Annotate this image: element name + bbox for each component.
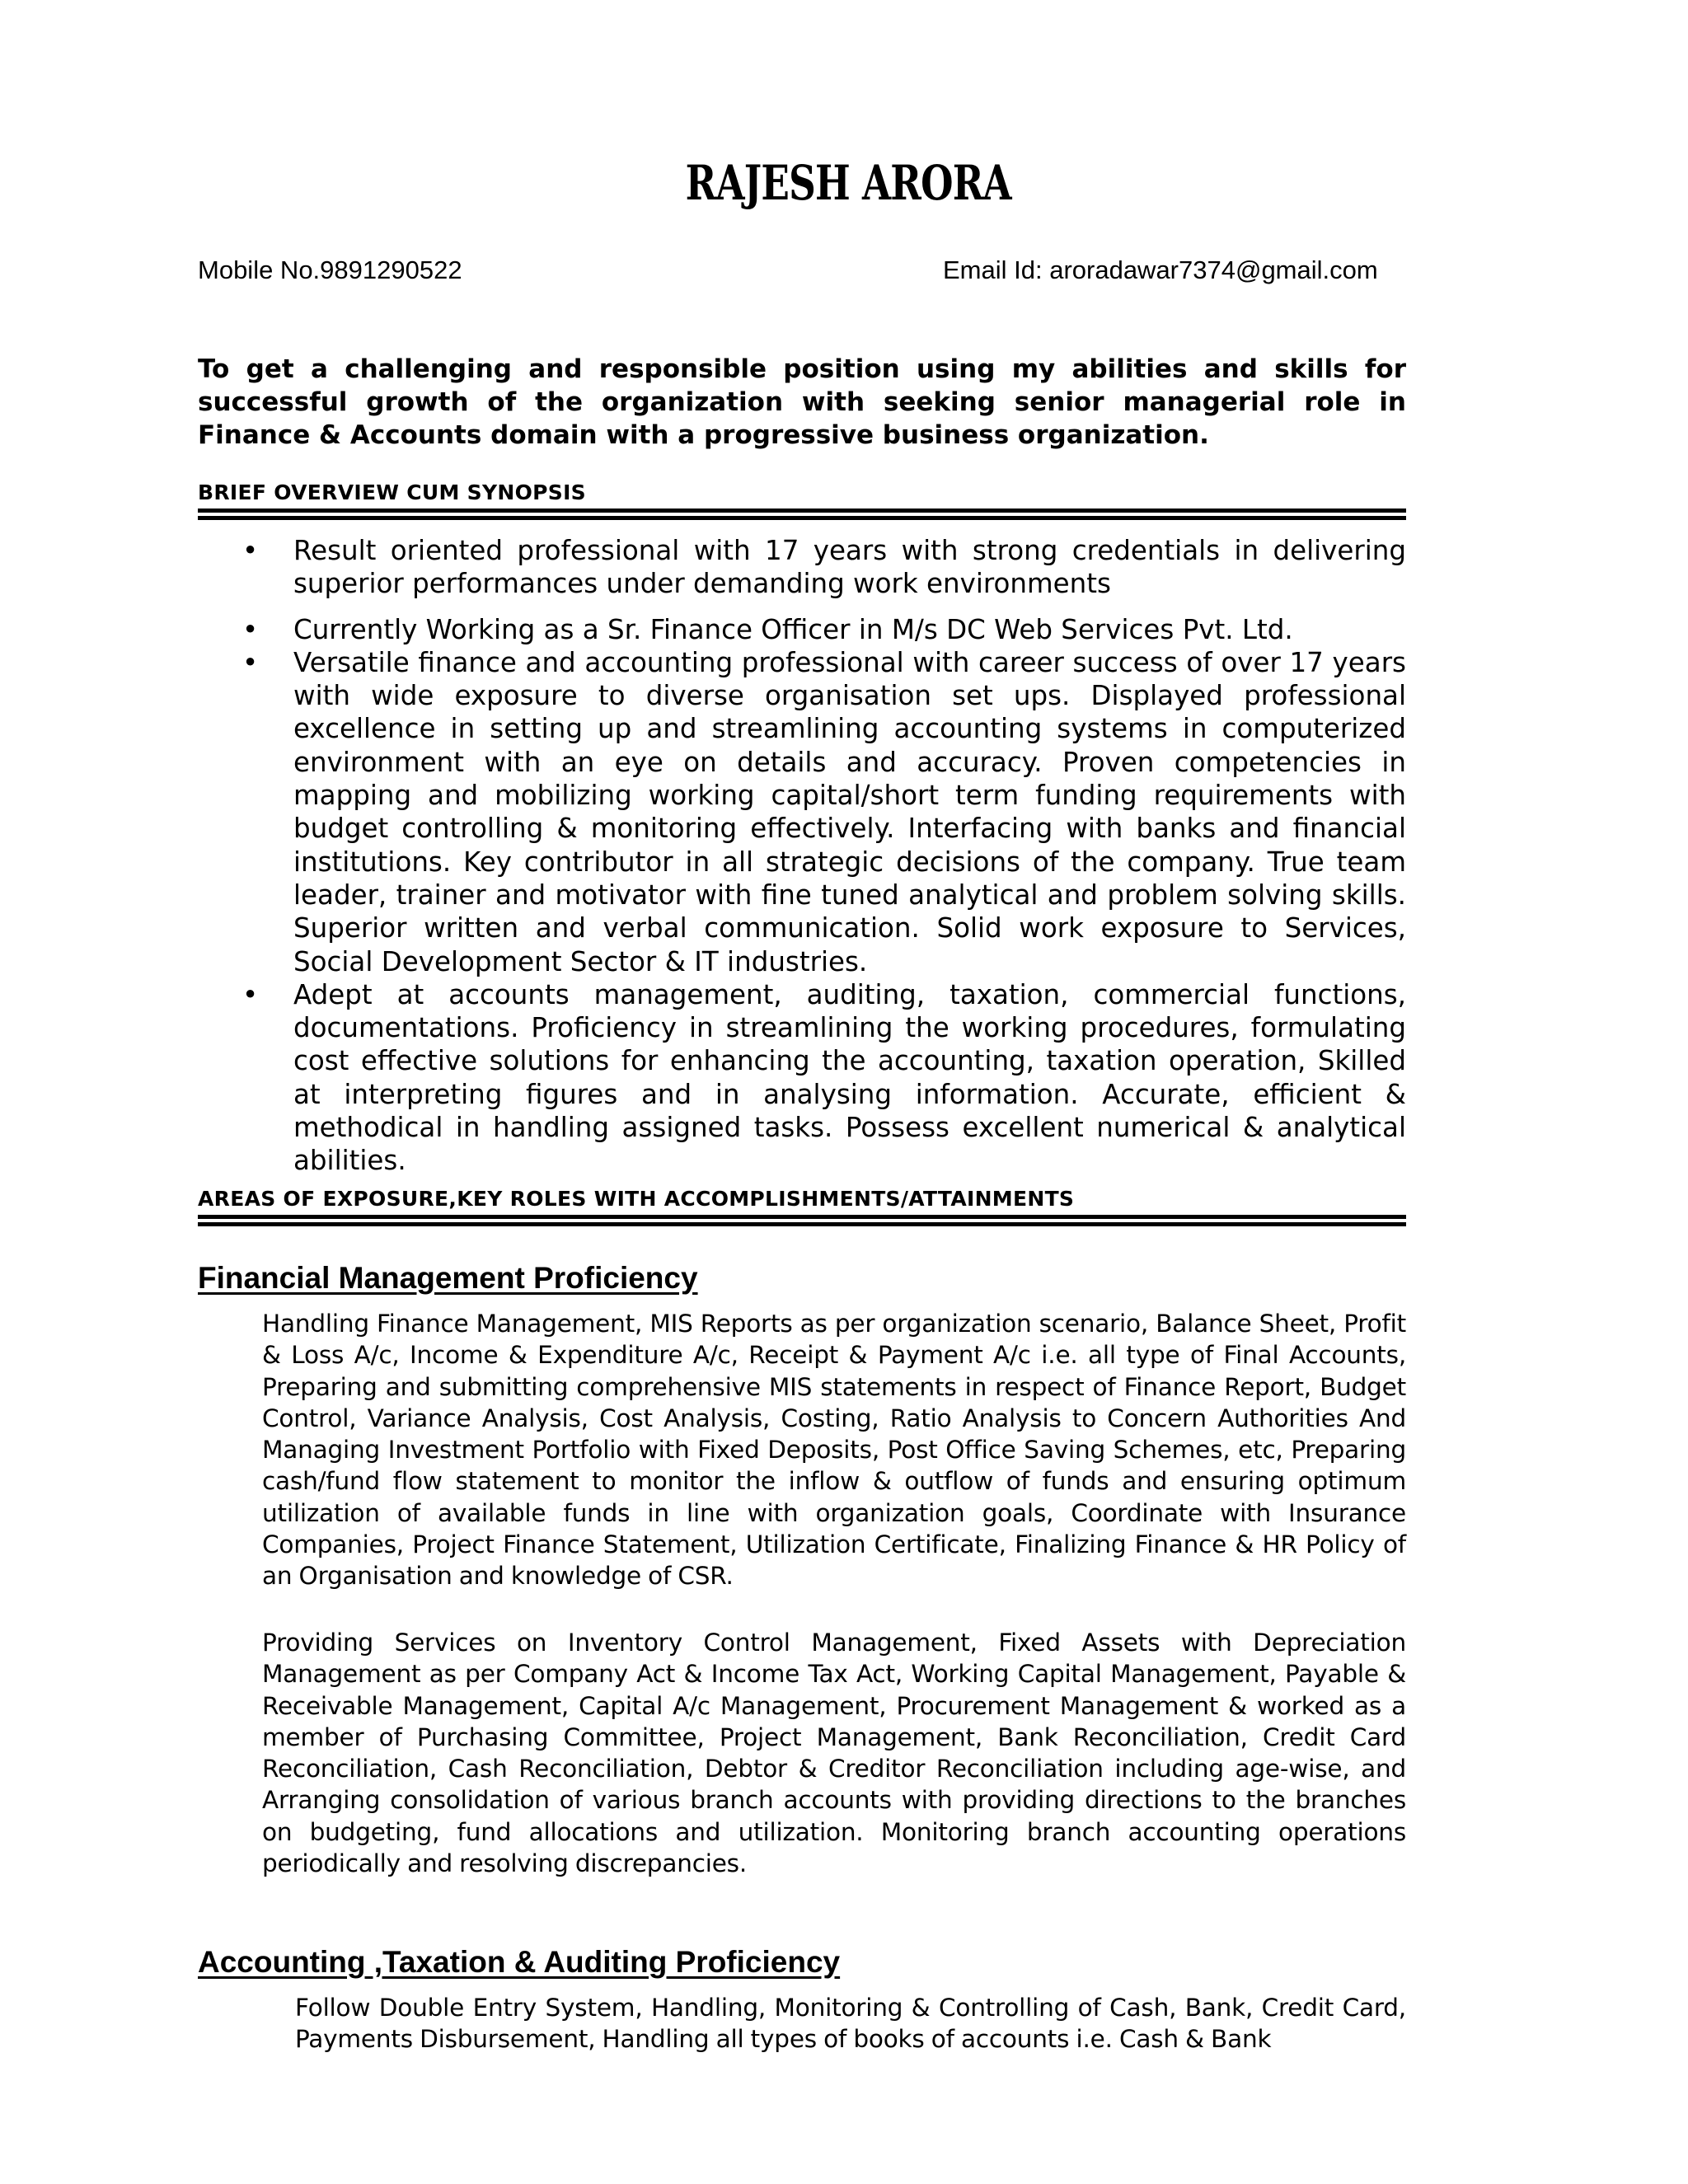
overview-divider <box>198 509 1406 520</box>
overview-item-text: Adept at accounts management, auditing, taxation, commercial functions, documentations. Proficiency in streamlining the working procedures, formulating cost effective solutions for enhancing the accounting, taxation operation, Skilled at interpreting figures and in analysing information. Accurate, efficient & methodical in handling assigned tasks. Possess excellent numerical & analytical abilities. <box>293 978 1406 1177</box>
mobile-number: Mobile No.9891290522 <box>198 255 462 284</box>
financial-paragraph: Handling Finance Management, MIS Reports as per organization scenario, Balance Sheet, Profit & Loss A/c, Income & Expenditure A/c, Receipt & Payment A/c i.e. all type of Final Accounts, Preparing and submitting comprehensive MIS statements in respect of Finance Report, Budget Control, Variance Analysis, Cost Analysis, Costing, Ratio Analysis to Concern Authorities And Managing Investment Portfolio with Fixed Deposits, Post Office Saving Schemes, etc, Preparing cash/fund flow statement to monitor the inflow & outflow of funds and ensuring optimum utilization of available funds in line with organization goals, Coordinate with Insurance Companies, Project Finance Statement, Utilization Certificate, Finalizing Finance & HR Policy of an Organisation and knowledge of CSR. <box>262 1310 1406 1591</box>
financial-proficiency-heading: Financial Management Proficiency <box>198 1261 698 1295</box>
overview-list <box>198 534 1406 1178</box>
overview-item <box>198 613 1406 646</box>
career-objective: To get a challenging and responsible position using my abilities and skills for successful growth of the organization with seeking senior managerial role in Finance & Accounts domain with a progressive business organization. <box>198 354 1406 450</box>
exposure-divider <box>198 1215 1406 1226</box>
bullet-icon: • <box>242 535 259 566</box>
overview-item <box>198 534 1406 601</box>
overview-item-text: Currently Working as a Sr. Finance Officer in M/s DC Web Services Pvt. Ltd. <box>293 613 1293 645</box>
bullet-icon: • <box>242 978 259 1010</box>
overview-item <box>198 978 1406 1178</box>
accounting-proficiency-heading: Accounting ,Taxation & Auditing Proficiency <box>198 1945 841 1979</box>
overview-item-text: Result oriented professional with 17 years with strong credentials in delivering superior performances under demanding work environments <box>293 535 1406 600</box>
overview-heading: BRIEF OVERVIEW CUM SYNOPSIS <box>198 480 586 504</box>
overview-item <box>198 646 1406 978</box>
financial-paragraph: Providing Services on Inventory Control Management, Fixed Assets with Depreciation Management as per Company Act & Income Tax Act, Working Capital Management, Payable & Receivable Management, Capital A/c Management, Procurement Management & worked as a member of Purchasing Committee, Project Management, Bank Reconciliation, Credit Card Reconciliation, Cash Reconciliation, Debtor & Creditor Reconciliation including age-wise, and Arranging consolidation of various branch accounts with providing directions to the branches on budgeting, fund allocations and utilization. Monitoring branch accounting operations periodically and resolving discrepancies. <box>262 1629 1406 1878</box>
accounting-paragraph: Follow Double Entry System, Handling, Monitoring & Controlling of Cash, Bank, Credit Card, Payments Disbursement, Handling all types of books of accounts i.e. Cash & Bank <box>295 1994 1406 2054</box>
candidate-name: RAJESH ARORA <box>685 155 1011 211</box>
exposure-heading: AREAS OF EXPOSURE,KEY ROLES WITH ACCOMPLISHMENTS/ATTAINMENTS <box>198 1187 1075 1211</box>
bullet-icon: • <box>242 646 259 678</box>
bullet-icon: • <box>242 613 259 645</box>
overview-item-text: Versatile finance and accounting professional with career success of over 17 years with wide exposure to diverse organisation set ups. Displayed professional excellence in setting up and streamlining accounting systems in computerized environment with an eye on details and accuracy. Proven competencies in mapping and mobilizing working capital/short term funding requirements with budget controlling & monitoring effectively. Interfacing with banks and financial institutions. Key contributor in all strategic decisions of the company. True team leader, trainer and motivator with fine tuned analytical and problem solving skills. Superior written and verbal communication. Solid work exposure to Services, Social Development Sector & IT industries. <box>293 646 1406 977</box>
email-address: Email Id: aroradawar7374@gmail.com <box>943 255 1378 284</box>
